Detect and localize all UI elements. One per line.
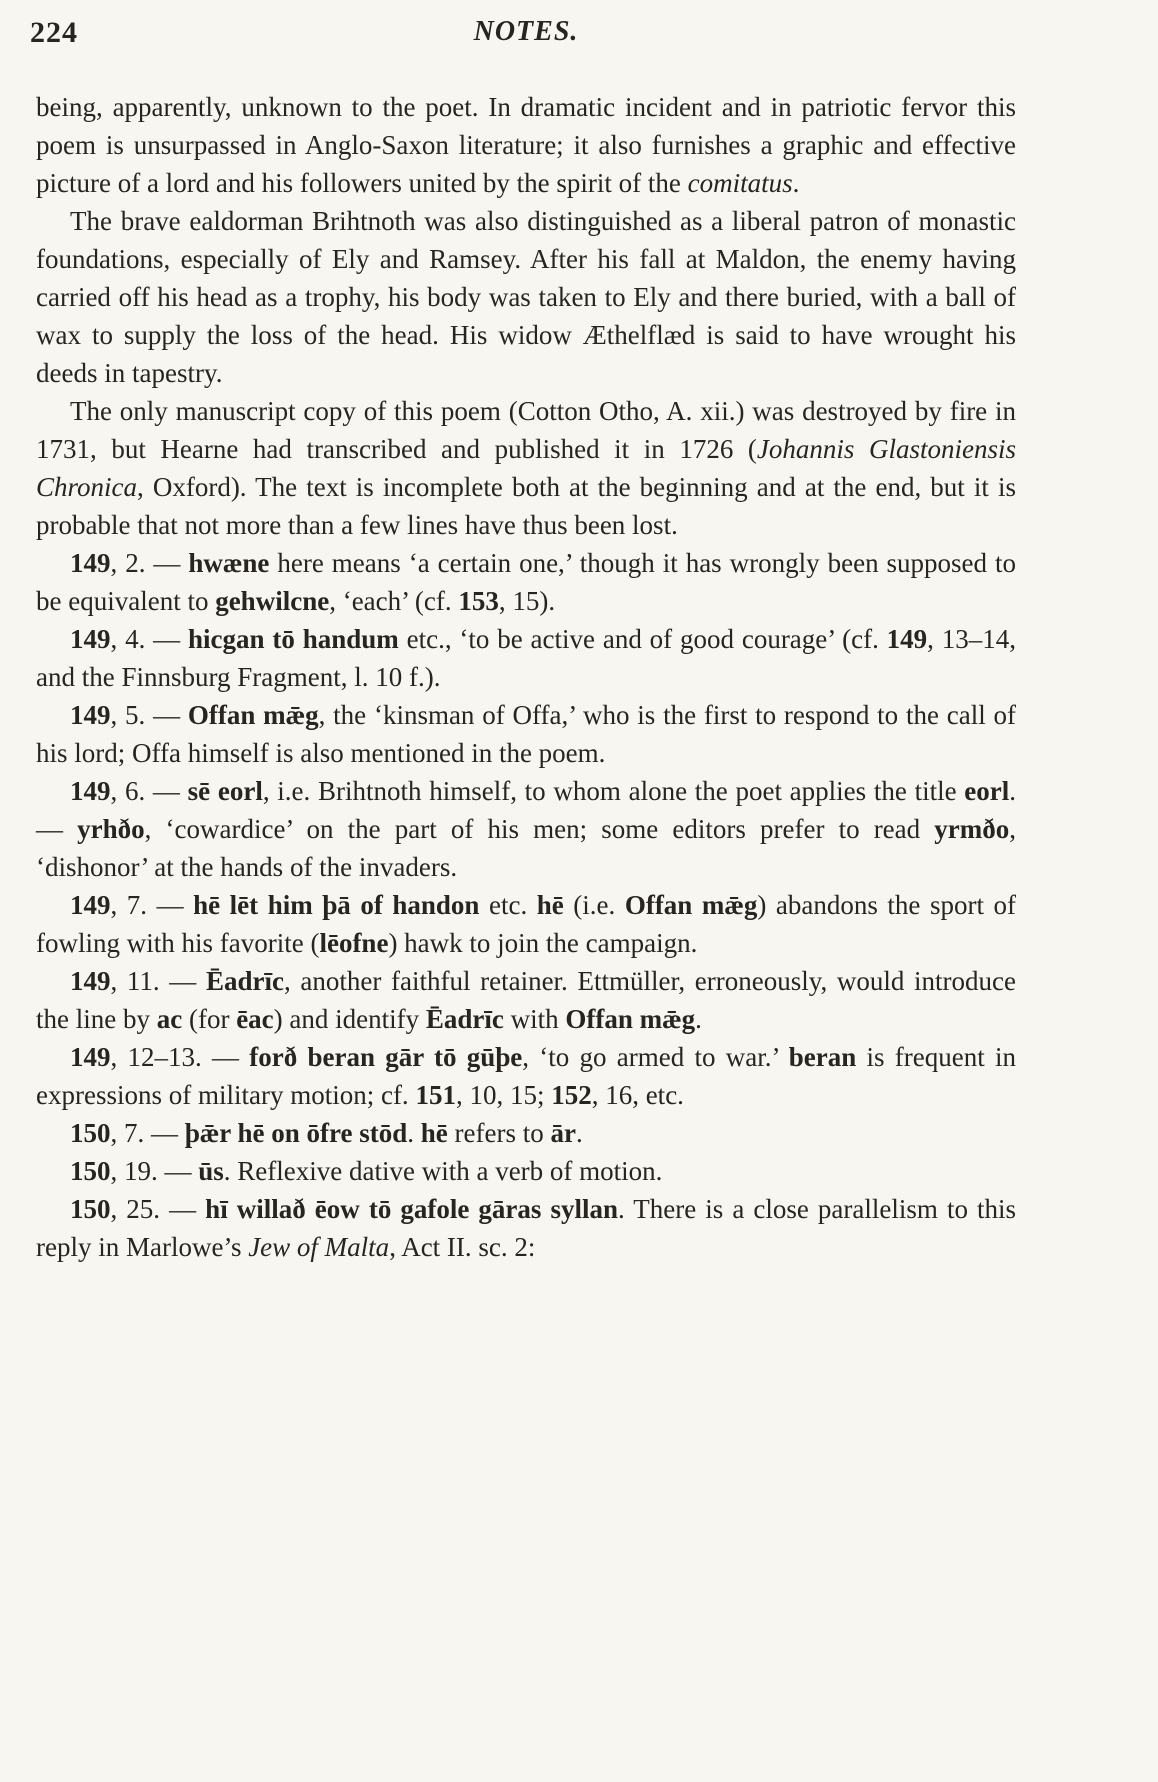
- bold-run: hē: [420, 1118, 448, 1148]
- text-run: , 4. —: [110, 624, 189, 654]
- bold-run: forð beran gār tō gūþe: [249, 1042, 523, 1072]
- paragraph: [36, 772, 1016, 886]
- text-run: , i.e. Brihtnoth himself, to whom alone the poet applies the title: [262, 776, 965, 806]
- paragraph: [36, 962, 1016, 1038]
- text-run: , 6. —: [110, 776, 188, 806]
- bold-run: lēofne: [319, 928, 389, 958]
- text-run: , 16, etc.: [591, 1080, 684, 1110]
- bold-run: yrhðo: [77, 814, 145, 844]
- italic-run: Johannis Glastoniensis Chronica: [36, 434, 1016, 502]
- italic-run: comitatus: [687, 168, 793, 198]
- text-run: . —: [36, 776, 1017, 844]
- bold-run: 150: [70, 1156, 111, 1186]
- text-run: , Act II. sc. 2:: [389, 1232, 536, 1262]
- bold-run: 149: [70, 966, 111, 996]
- text-run: , the ‘kinsman of Offa,’ who is the first to respond to the call of his lord; Offa himself is also mentioned in the poem.: [36, 700, 1016, 768]
- text-run: , 19. —: [110, 1156, 199, 1186]
- bold-run: 149: [886, 624, 928, 654]
- text-run: . There is a close parallelism to this reply in Marlowe’s: [36, 1194, 1017, 1262]
- text-run: etc.: [479, 890, 537, 920]
- text-run: , 7. —: [110, 890, 194, 920]
- paragraph: [36, 620, 1016, 696]
- bold-run: hē lēt him þā of handon: [193, 890, 480, 920]
- text-run: ) abandons the sport of fowling with his favorite (: [36, 890, 1016, 958]
- text-run: . Reflexive dative with a verb of motion.: [223, 1156, 663, 1186]
- paragraph: [36, 544, 1016, 620]
- text-run: , ‘to go armed to war.’: [522, 1042, 789, 1072]
- text-run: , 10, 15;: [455, 1080, 552, 1110]
- bold-run: hicgan tō handum: [188, 624, 399, 654]
- text-run: , 25. —: [110, 1194, 206, 1224]
- text-run: , 11. —: [110, 966, 206, 996]
- text-run: ) hawk to join the campaign.: [388, 928, 698, 958]
- bold-run: sē eorl: [187, 776, 263, 806]
- bold-run: Offan mǣg: [624, 890, 758, 920]
- bold-run: 149: [70, 548, 111, 578]
- text-run: (i.e.: [563, 890, 625, 920]
- paragraph: [36, 88, 1016, 202]
- running-head: NOTES.: [473, 16, 579, 47]
- bold-run: yrmðo: [934, 814, 1010, 844]
- text-run: , 12–13. —: [110, 1042, 250, 1072]
- text-run: , 5. —: [110, 700, 188, 730]
- paragraph: [36, 696, 1016, 772]
- paragraph: [36, 1114, 1016, 1152]
- text-run: refers to: [447, 1118, 551, 1148]
- text-run: being, apparently, unknown to the poet. In dramatic incident and in patriotic fervor this poem is unsurpassed in Anglo-Saxon literature; it also furnishes a graphic and effective picture of a lord and his followers united by the spirit of the: [36, 92, 1016, 198]
- italic-run: Jew of Malta: [248, 1232, 390, 1262]
- text-run: with: [503, 1004, 566, 1034]
- text-run: , 15).: [498, 586, 556, 616]
- bold-run: eorl: [964, 776, 1010, 806]
- bold-run: Ēadrīc: [425, 1004, 504, 1034]
- bold-run: þǣr hē on ōfre stōd: [184, 1118, 408, 1148]
- bold-run: 149: [70, 624, 111, 654]
- bold-run: 149: [70, 700, 111, 730]
- paragraph: [36, 886, 1016, 962]
- text-run: , 13–14, and the Finnsburg Fragment, l. 10 f.).: [36, 624, 1017, 692]
- paragraph: [36, 392, 1016, 544]
- text-run: ) and identify: [273, 1004, 426, 1034]
- text-run: , ‘dishonor’ at the hands of the invaders.: [36, 814, 1017, 882]
- page-body: [36, 88, 1016, 1266]
- text-run: The only manuscript copy of this poem (Cotton Otho, A. xii.) was destroyed by fire in 1731, but Hearne had transcribed and published it in 1726 (: [36, 396, 1016, 464]
- bold-run: gehwilcne: [215, 586, 330, 616]
- bold-run: ūs: [198, 1156, 224, 1186]
- paragraph: [36, 1190, 1016, 1266]
- text-run: , Oxford). The text is incomplete both at the beginning and at the end, but it is probable that not more than a few lines have thus been lost.: [36, 472, 1016, 540]
- text-run: etc., ‘to be active and of good courage’ (cf.: [398, 624, 887, 654]
- bold-run: 153: [458, 586, 499, 616]
- bold-run: 150: [70, 1118, 111, 1148]
- text-run: here means ‘a certain one,’ though it has wrongly been supposed to be equivalent to: [36, 548, 1016, 616]
- bold-run: 149: [70, 890, 111, 920]
- bold-run: ār: [550, 1118, 576, 1148]
- text-run: , 7. —: [110, 1118, 185, 1148]
- bold-run: Offan mǣg: [565, 1004, 696, 1034]
- bold-run: beran: [788, 1042, 857, 1072]
- bold-run: hī willað ēow tō gafole gāras syllan: [205, 1194, 618, 1224]
- bold-run: 151: [415, 1080, 456, 1110]
- bold-run: Offan mǣg: [187, 700, 319, 730]
- text-run: , ‘each’ (cf.: [329, 586, 459, 616]
- bold-run: 152: [551, 1080, 592, 1110]
- text-run: , 2. —: [110, 548, 189, 578]
- text-run: .: [792, 168, 800, 198]
- page-header-row: [30, 16, 1016, 62]
- text-run: , another faithful retainer. Ettmüller, erroneously, would introduce the line by: [36, 966, 1016, 1034]
- bold-run: 149: [70, 776, 111, 806]
- bold-run: Ēadrīc: [205, 966, 284, 996]
- bold-run: ac: [156, 1004, 183, 1034]
- text-run: .: [407, 1118, 421, 1148]
- page-number: 224: [30, 16, 78, 49]
- bold-run: ēac: [236, 1004, 274, 1034]
- bold-run: hwæne: [188, 548, 270, 578]
- text-run: The brave ealdorman Brihtnoth was also distinguished as a liberal patron of monastic foundations, especially of Ely and Ramsey. After his fall at Maldon, the enemy having carried off his head as a trophy, his body was taken to Ely and there buried, with a ball of wax to supply the loss of the head. His widow Æthelflæd is said to have wrought his deeds in tapestry.: [36, 206, 1016, 388]
- text-run: , ‘cowardice’ on the part of his men; some editors prefer to read: [144, 814, 935, 844]
- paragraph: [36, 1038, 1016, 1114]
- bold-run: 149: [70, 1042, 111, 1072]
- text-run: (for: [182, 1004, 237, 1034]
- paragraph: [36, 1152, 1016, 1190]
- text-run: is frequent in expressions of military motion; cf.: [36, 1042, 1016, 1110]
- text-run: .: [695, 1004, 702, 1034]
- bold-run: hē: [536, 890, 564, 920]
- bold-run: 150: [70, 1194, 111, 1224]
- paragraph: [36, 202, 1016, 392]
- text-run: .: [575, 1118, 583, 1148]
